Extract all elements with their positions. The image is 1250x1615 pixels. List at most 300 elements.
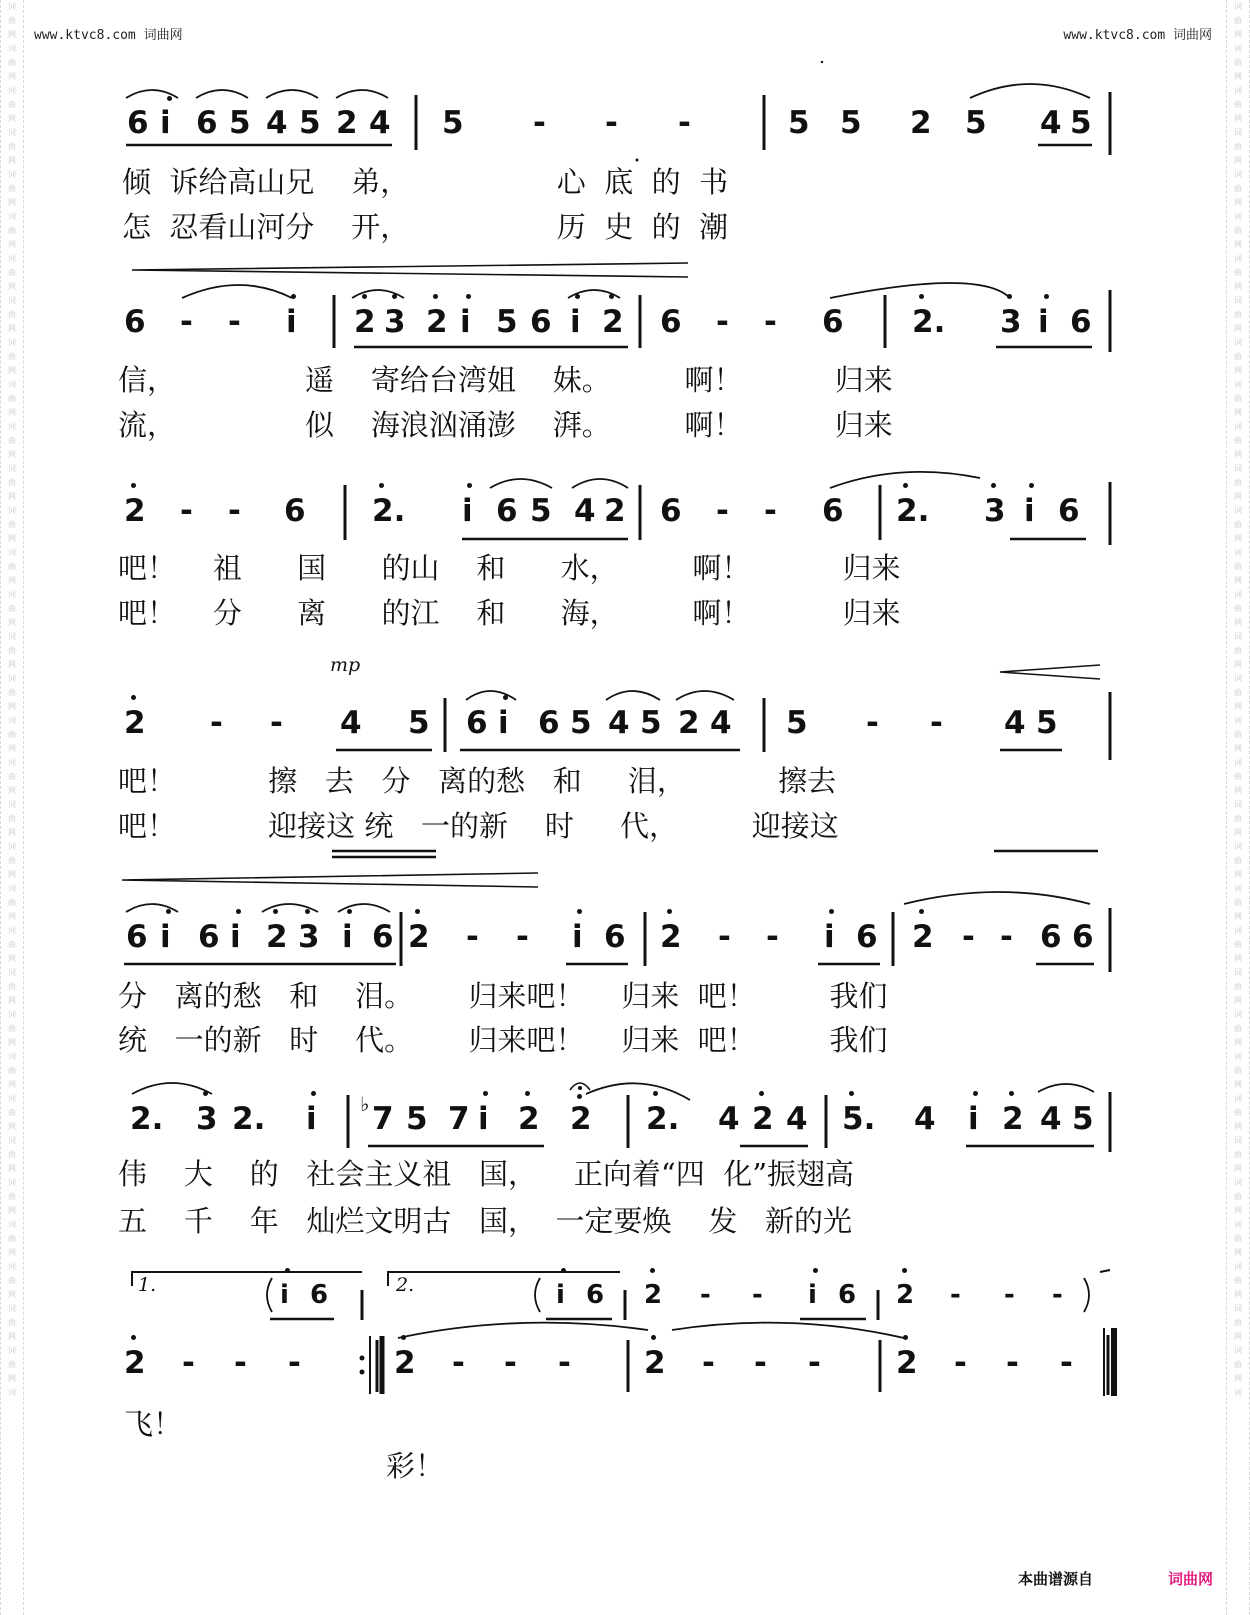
watermark-char: 网 [1234, 408, 1242, 417]
watermark-char: 词 [1234, 296, 1242, 305]
watermark-char: 词 [8, 506, 16, 515]
score-note: i [342, 919, 353, 955]
watermark-char: 词 [1234, 1010, 1242, 1019]
octave-dot [273, 909, 278, 914]
watermark-char: 词 [1234, 128, 1242, 137]
score-note: i [572, 919, 583, 955]
score-note: 6 [196, 105, 218, 141]
score-note: i [462, 493, 473, 529]
watermark-char: 词 [1234, 1388, 1242, 1397]
octave-dot [362, 294, 367, 299]
octave-dot [433, 294, 438, 299]
score-note: 2 [896, 1345, 918, 1381]
octave-dot [401, 1335, 406, 1340]
watermark-char: 词 [8, 1220, 16, 1229]
watermark-char: 词 [8, 800, 16, 809]
score-note: 3 [196, 1101, 218, 1137]
score-note: 2 [570, 1101, 592, 1137]
watermark-char: 曲 [1234, 1360, 1242, 1369]
watermark-char: 网 [1234, 114, 1242, 123]
watermark-char: 网 [8, 870, 16, 879]
score-note: 6 [822, 304, 844, 340]
watermark-char: 网 [8, 660, 16, 669]
octave-dot [131, 695, 136, 700]
lyric-line: 信， 遥 寄给台湾姐 妹。 啊！ 归来 [118, 363, 893, 397]
watermark-char: 网 [8, 576, 16, 585]
watermark-char: 曲 [1234, 730, 1242, 739]
volta-first: 1. [138, 1274, 157, 1296]
watermark-char: 网 [8, 1332, 16, 1341]
octave-dot [166, 909, 171, 914]
lyric-line: 五 千 年 灿烂文明古 国， 一定要焕 发 新的光 [118, 1204, 853, 1238]
octave-dot [131, 483, 136, 488]
watermark-char: 网 [8, 198, 16, 207]
score-note: - [962, 919, 975, 955]
watermark-char: 词 [8, 1262, 16, 1271]
watermark-char: 词 [8, 44, 16, 53]
score-note: - [228, 493, 241, 529]
score-note: 6 [1070, 304, 1092, 340]
watermark-char: 网 [1234, 660, 1242, 669]
watermark-char: 曲 [8, 142, 16, 151]
watermark-char: 曲 [1234, 1150, 1242, 1159]
watermark-char: 网 [8, 954, 16, 963]
score-note: i [1024, 493, 1035, 529]
watermark-char: 曲 [8, 436, 16, 445]
watermark-char: 曲 [1234, 1108, 1242, 1117]
watermark-char: 词 [1234, 548, 1242, 557]
score-note: 6 [538, 705, 560, 741]
watermark-char: 网 [8, 1374, 16, 1383]
score-note: - [678, 105, 691, 141]
watermark-char: 词 [8, 1094, 16, 1103]
score-note: - [466, 919, 479, 955]
score-note: 6 [586, 1280, 605, 1310]
octave-dot [415, 909, 420, 914]
score-note: - [1060, 1345, 1073, 1381]
watermark-char: 网 [8, 450, 16, 459]
watermark-char: 曲 [1234, 1192, 1242, 1201]
octave-dot [503, 695, 508, 700]
watermark-char: 网 [8, 786, 16, 795]
score-note: 4 [1004, 705, 1026, 741]
watermark-char: 网 [1234, 240, 1242, 249]
score-note: 6 [856, 919, 878, 955]
score-note: i [478, 1101, 489, 1137]
watermark-char: 曲 [8, 58, 16, 67]
watermark-char: 网 [1234, 702, 1242, 711]
score-note: i [160, 919, 171, 955]
watermark-char: 网 [8, 618, 16, 627]
watermark-char: 词 [1234, 716, 1242, 725]
watermark-char: 曲 [8, 1276, 16, 1285]
watermark-char: 曲 [8, 520, 16, 529]
watermark-char: 网 [8, 1122, 16, 1131]
score-note: - [930, 705, 943, 741]
watermark-char: 网 [1234, 786, 1242, 795]
score-note: 5. [842, 1101, 876, 1137]
score-note: 2 [266, 919, 288, 955]
score-note: 5 [530, 493, 552, 529]
octave-dot [311, 1091, 316, 1096]
watermark-char: 曲 [8, 184, 16, 193]
watermark-char: 词 [1234, 380, 1242, 389]
watermark-char: 网 [8, 114, 16, 123]
score-note: - [452, 1345, 465, 1381]
watermark-char: 曲 [1234, 100, 1242, 109]
header-right-url: www.ktvc8.com 词曲网 [1063, 28, 1212, 43]
score-note: 2. [912, 304, 946, 340]
octave-dot [305, 909, 310, 914]
watermark-char: 曲 [1234, 898, 1242, 907]
score-note: - [764, 493, 777, 529]
octave-dot [667, 909, 672, 914]
watermark-char: 网 [1234, 30, 1242, 39]
watermark-char: 词 [1234, 422, 1242, 431]
score-note: - [270, 705, 283, 741]
score-note: - [716, 493, 729, 529]
watermark-char: 网 [8, 366, 16, 375]
score-note: 2 [124, 705, 146, 741]
octave-dot [236, 909, 241, 914]
score-note: 3 [298, 919, 320, 955]
lyric-line: 吧！ 迎接这 统 一的新 时 代， 迎接这 [118, 809, 839, 843]
score-note: 6 [822, 493, 844, 529]
score-note: 6 [466, 705, 488, 741]
watermark-char: 网 [8, 240, 16, 249]
watermark-char: 词 [1234, 1262, 1242, 1271]
watermark-char: 网 [8, 30, 16, 39]
watermark-char: 词 [8, 1346, 16, 1355]
watermark-char: 网 [1234, 492, 1242, 501]
watermark-char: 网 [8, 1248, 16, 1257]
score-note: 6 [126, 919, 148, 955]
watermark-char: 曲 [8, 352, 16, 361]
watermark-char: 词 [8, 422, 16, 431]
score-note: i [556, 1280, 565, 1310]
watermark-char: 曲 [8, 772, 16, 781]
score-note: - [1000, 919, 1013, 955]
score-note: 2 [408, 919, 430, 955]
watermark-char: 词 [1234, 170, 1242, 179]
watermark-char: 词 [1234, 338, 1242, 347]
score-note: 3 [384, 304, 406, 340]
watermark-char: 网 [1234, 1164, 1242, 1173]
watermark-char: 词 [8, 842, 16, 851]
watermark-char: 曲 [8, 562, 16, 571]
score-note: - [210, 705, 223, 741]
score-note: 2 [1002, 1101, 1024, 1137]
score-note: 2 [124, 493, 146, 529]
watermark-char: 词 [1234, 926, 1242, 935]
watermark-char: 词 [1234, 1178, 1242, 1187]
watermark-char: 网 [1234, 156, 1242, 165]
score-note: 5 [442, 105, 464, 141]
score-note: - [1006, 1345, 1019, 1381]
watermark-char: 网 [8, 408, 16, 417]
watermark-char: 词 [1234, 590, 1242, 599]
score-note: 3 [1000, 304, 1022, 340]
octave-dot [903, 483, 908, 488]
watermark-char: 曲 [8, 100, 16, 109]
watermark-char: 网 [1234, 1290, 1242, 1299]
score-note: - [950, 1280, 961, 1310]
watermark-char: 曲 [1234, 772, 1242, 781]
octave-dot [849, 1091, 854, 1096]
watermark-char: 网 [8, 492, 16, 501]
watermark-char: 词 [1234, 2, 1242, 11]
header-left-url: www.ktvc8.com 词曲网 [34, 28, 183, 43]
score-note: 5 [299, 105, 321, 141]
watermark-char: 词 [1234, 968, 1242, 977]
watermark-char: 曲 [8, 856, 16, 865]
watermark-char: 曲 [8, 478, 16, 487]
lyric-line: 吧！ 祖 国 的山 和 水， 啊！ 归来 [118, 551, 901, 585]
octave-dot [131, 1335, 136, 1340]
score-note: 5 [640, 705, 662, 741]
watermark-char: 网 [8, 156, 16, 165]
score-note: 2. [232, 1101, 266, 1137]
score-note: 5 [406, 1101, 428, 1137]
watermark-char: 词 [8, 716, 16, 725]
score-note: - [866, 705, 879, 741]
octave-dot [466, 294, 471, 299]
watermark-char: 曲 [8, 1234, 16, 1243]
dynamics-mp: mp [330, 654, 361, 676]
score-note: 6 [124, 304, 146, 340]
octave-dot [903, 1335, 908, 1340]
score-note: i [808, 1280, 817, 1310]
watermark-char: 词 [8, 380, 16, 389]
score-note: - [533, 105, 546, 141]
octave-dot [759, 1091, 764, 1096]
watermark-char: 网 [8, 282, 16, 291]
watermark-char: 词 [8, 884, 16, 893]
score-note: 6 [1058, 493, 1080, 529]
accidental-flat: ♭ [360, 1092, 370, 1116]
watermark-char: 曲 [8, 1318, 16, 1327]
score-note: 2 [660, 919, 682, 955]
score-note: - [558, 1345, 571, 1381]
watermark-char: 曲 [8, 1108, 16, 1117]
score-note: i [824, 919, 835, 955]
watermark-char: 词 [1234, 1304, 1242, 1313]
watermark-char: 网 [8, 912, 16, 921]
watermark-char: 曲 [1234, 520, 1242, 529]
octave-dot [653, 1091, 658, 1096]
score-note: 5 [1070, 105, 1092, 141]
watermark-char: 网 [1234, 1038, 1242, 1047]
score-note: 6 [198, 919, 220, 955]
lyric-line: 吧！ 擦 去 分 离的愁 和 泪， 擦去 [118, 764, 837, 798]
score-note: i [570, 304, 581, 340]
watermark-char: 词 [1234, 800, 1242, 809]
score-note: 6 [1072, 919, 1094, 955]
watermark-char: 曲 [8, 982, 16, 991]
watermark-char: 曲 [1234, 604, 1242, 613]
watermark-char: 词 [8, 86, 16, 95]
score-note: - [764, 304, 777, 340]
watermark-char: 词 [8, 128, 16, 137]
octave-dot [285, 1268, 290, 1273]
watermark-char: 曲 [1234, 58, 1242, 67]
watermark-char: 词 [8, 758, 16, 767]
lyric-line: 伟 大 的 社会主义祖 国， 正向着“四 化”振翅高 [118, 1157, 855, 1191]
watermark-char: 曲 [1234, 814, 1242, 823]
watermark-char: 词 [1234, 674, 1242, 683]
watermark-char: 曲 [8, 730, 16, 739]
octave-dot [525, 1091, 530, 1096]
watermark-char: 网 [8, 702, 16, 711]
watermark-char: 曲 [1234, 646, 1242, 655]
octave-dot [919, 909, 924, 914]
watermark-char: 网 [1234, 1248, 1242, 1257]
watermark-char: 网 [1234, 450, 1242, 459]
watermark-char: 词 [8, 212, 16, 221]
watermark-char: 词 [8, 1010, 16, 1019]
octave-dot [650, 1268, 655, 1273]
octave-dot [991, 483, 996, 488]
watermark-char: 曲 [1234, 394, 1242, 403]
footer-brand-link[interactable]: 词曲网 [1168, 1570, 1214, 1588]
score-note: 5 [840, 105, 862, 141]
watermark-char: 词 [8, 2, 16, 11]
watermark-char: 网 [1234, 324, 1242, 333]
score-note: i [498, 705, 509, 741]
watermark-char: 曲 [1234, 478, 1242, 487]
footer-source: 本曲谱源自 [1018, 1570, 1094, 1588]
score-note: 4 [369, 105, 391, 141]
watermark-char: 曲 [8, 940, 16, 949]
score-note: 2 [896, 1280, 915, 1310]
score-note: 4 [914, 1101, 936, 1137]
score-note: 2. [372, 493, 406, 529]
octave-dot [561, 1268, 566, 1273]
lyric-line: 统 一的新 时 代。 归来吧！ 归来 吧！ 我们 [118, 1023, 888, 1057]
watermark-char: 词 [8, 1052, 16, 1061]
watermark-char: 词 [1234, 1136, 1242, 1145]
octave-dot [203, 1091, 208, 1096]
score-note: 5 [788, 105, 810, 141]
score-note: 2 [394, 1345, 416, 1381]
watermark-char: 网 [1234, 870, 1242, 879]
score-note: 4 [574, 493, 596, 529]
octave-dot [813, 1268, 818, 1273]
watermark-char: 词 [1234, 884, 1242, 893]
watermark-char: 曲 [1234, 1276, 1242, 1285]
score-note: 2 [518, 1101, 540, 1137]
watermark-char: 曲 [1234, 562, 1242, 571]
score-note: 4 [608, 705, 630, 741]
watermark-char: 网 [1234, 996, 1242, 1005]
score-note: - [716, 304, 729, 340]
watermark-char: 网 [8, 1080, 16, 1089]
score-note: i [460, 304, 471, 340]
score-note: 5 [570, 705, 592, 741]
watermark-char: 词 [8, 1136, 16, 1145]
octave-dot [379, 483, 384, 488]
watermark-char: 词 [8, 590, 16, 599]
watermark-char: 词 [1234, 758, 1242, 767]
octave-dot [609, 294, 614, 299]
watermark-char: 词 [1234, 506, 1242, 515]
score-note: 7 [372, 1101, 394, 1137]
watermark-char: 网 [8, 996, 16, 1005]
lyric-ending-2: 彩！ [386, 1449, 445, 1483]
score-note: 4 [718, 1101, 740, 1137]
score-note: 5 [408, 705, 430, 741]
score-note: - [180, 304, 193, 340]
watermark-char: 曲 [1234, 142, 1242, 151]
octave-dot [973, 1091, 978, 1096]
score-note: 2. [896, 493, 930, 529]
watermark-char: 曲 [8, 814, 16, 823]
octave-dot [483, 1091, 488, 1096]
watermark-char: 词 [8, 254, 16, 263]
score-note: - [700, 1280, 711, 1310]
watermark-char: 词 [1234, 254, 1242, 263]
watermark-char: 曲 [8, 1066, 16, 1075]
score-note: - [288, 1345, 301, 1381]
score-note: - [516, 919, 529, 955]
score-note: 6 [372, 919, 394, 955]
watermark-char: 曲 [8, 268, 16, 277]
score-note: 5 [786, 705, 808, 741]
watermark-char: 曲 [8, 226, 16, 235]
score-note: 6 [496, 493, 518, 529]
score-note: 2. [646, 1101, 680, 1137]
score-note: 4 [266, 105, 288, 141]
watermark-char: 网 [8, 1206, 16, 1215]
watermark-char: 曲 [1234, 982, 1242, 991]
score-note: 7 [448, 1101, 470, 1137]
lyric-line: 流， 似 海浪汹涌澎 湃。 啊！ 归来 [118, 408, 893, 442]
octave-dot [467, 483, 472, 488]
watermark-char: 曲 [8, 898, 16, 907]
watermark-char: 词 [1234, 842, 1242, 851]
score-note: 2. [130, 1101, 164, 1137]
watermark-char: 曲 [8, 646, 16, 655]
octave-dot [392, 294, 397, 299]
watermark-char: 曲 [1234, 268, 1242, 277]
score-note: i [280, 1280, 289, 1310]
lyric-ending-1: 飞！ [124, 1407, 183, 1441]
watermark-char: 网 [8, 72, 16, 81]
watermark-char: 曲 [1234, 184, 1242, 193]
watermark-char: 词 [1234, 1052, 1242, 1061]
octave-dot [1009, 1091, 1014, 1096]
score-note: 6 [284, 493, 306, 529]
score-note: i [968, 1101, 979, 1137]
watermark-char: 曲 [1234, 352, 1242, 361]
score-note: 2 [336, 105, 358, 141]
watermark-char: 词 [1234, 86, 1242, 95]
watermark-char: 曲 [1234, 1024, 1242, 1033]
watermark-char: 词 [8, 632, 16, 641]
score-note: 3 [984, 493, 1006, 529]
score-note: 2 [354, 304, 376, 340]
score-note: - [766, 919, 779, 955]
watermark-char: 曲 [1234, 1234, 1242, 1243]
lyric-line: 怎 忍看山河分 开， 历 史 的 潮 [122, 210, 729, 244]
score-note: - [180, 493, 193, 529]
watermark-char: 词 [8, 548, 16, 557]
watermark-char: 网 [1234, 1206, 1242, 1215]
score-note: - [808, 1345, 821, 1381]
octave-dot [1029, 483, 1034, 488]
watermark-char: 网 [1234, 828, 1242, 837]
score-note: - [182, 1345, 195, 1381]
